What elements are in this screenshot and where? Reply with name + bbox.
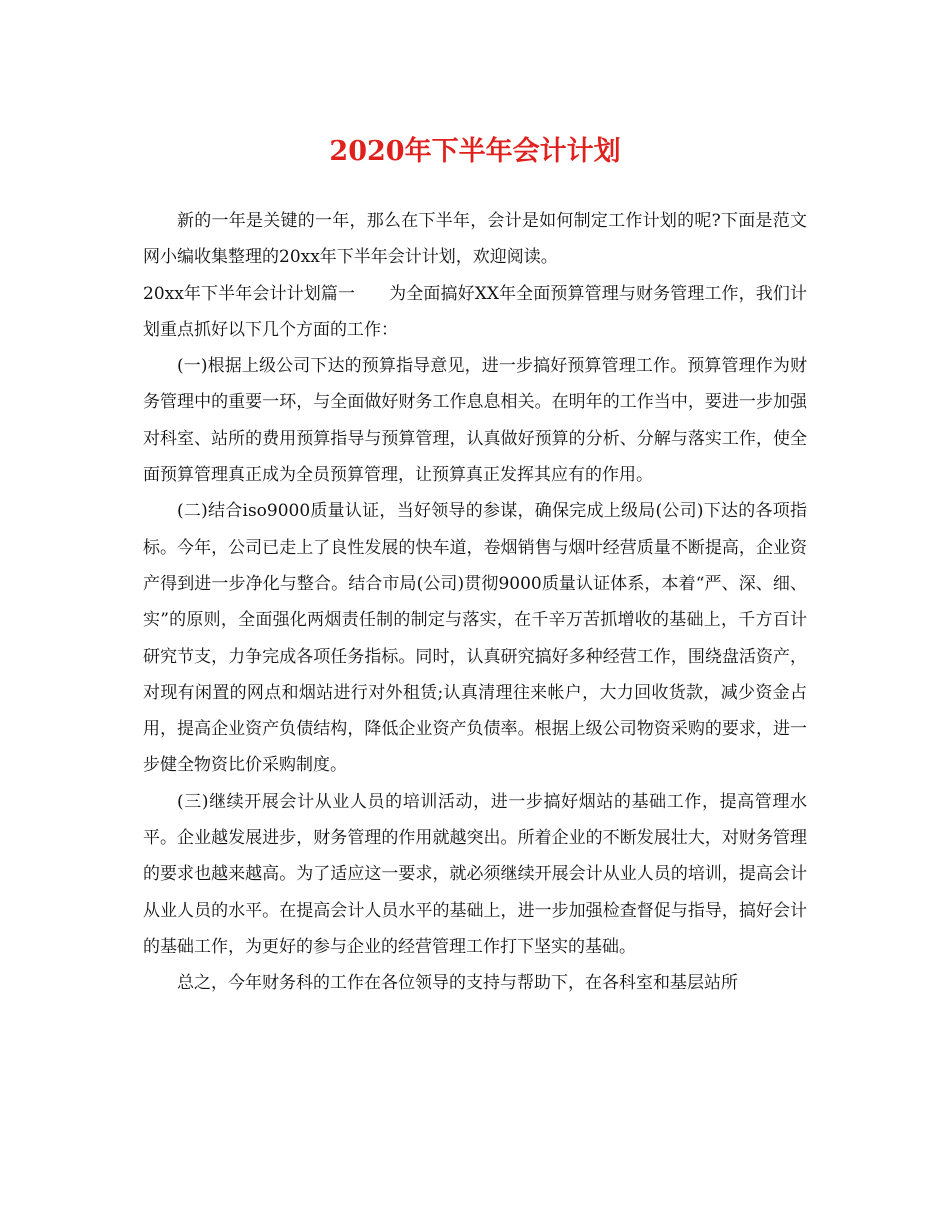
- document-body: [143, 203, 807, 1002]
- intro-paragraph: 新的一年是关键的一年，那么在下半年，会计是如何制定工作计划的呢?下面是范文网小编收集整理的20xx年下半年会计计划，欢迎阅读。: [143, 211, 807, 268]
- section-lead: 为全面搞好XX年全面预算管理与财务管理工作，我们计划重点抓好以下几个方面的工作：: [143, 283, 807, 340]
- section-heading: 20xx年下半年会计计划篇一: [143, 283, 356, 304]
- section-paragraph: [143, 276, 807, 349]
- item-paragraph-3: (三)继续开展会计从业人员的培训活动，进一步搞好烟站的基础工作，提高管理水平。企业越发展进步，财务管理的作用就越突出。所着企业的不断发展壮大，对财务管理的要求也越来越高。为了适应这一要求，就必须继续开展会计从业人员的培训，提高会计从业人员的水平。在提高会计人员水平的基础上，进一步加强检查督促与指导，搞好会计的基础工作，为更好的参与企业的经营管理工作打下坚实的基础。: [143, 791, 807, 957]
- item-paragraph-1: (一)根据上级公司下达的预算指导意见，进一步搞好预算管理工作。预算管理作为财务管理中的重要一环，与全面做好财务工作息息相关。在明年的工作当中，要进一步加强对科室、站所的费用预算指导与预算管理，认真做好预算的分析、分解与落实工作，使全面预算管理真正成为全员预算管理，让预算真正发挥其应有的作用。: [143, 356, 807, 486]
- document-title: 2020年下半年会计计划: [329, 136, 621, 167]
- item-paragraph-2: (二)结合iso9000质量认证，当好领导的参谋，确保完成上级局(公司)下达的各项指标。今年，公司已走上了良性发展的快车道，卷烟销售与烟叶经营质量不断提高，企业资产得到进一步净化与整合。结合市局(公司)贯彻9000质量认证体系，本着“严、深、细、实”的原则，全面强化两烟责任制的制定与落实，在千辛万苦抓增收的基础上，千方百计研究节支，力争完成各项任务指标。同时，认真研究搞好多种经营工作，围绕盘活资产，对现有闲置的网点和烟站进行对外租赁;认真清理往来帐户，大力回收货款，减少资金占用，提高企业资产负债结构，降低企业资产负债率。根据上级公司物资采购的要求，进一步健全物资比价采购制度。: [143, 501, 807, 776]
- conclusion-paragraph: 总之，今年财务科的工作在各位领导的支持与帮助下，在各科室和基层站所: [177, 973, 738, 994]
